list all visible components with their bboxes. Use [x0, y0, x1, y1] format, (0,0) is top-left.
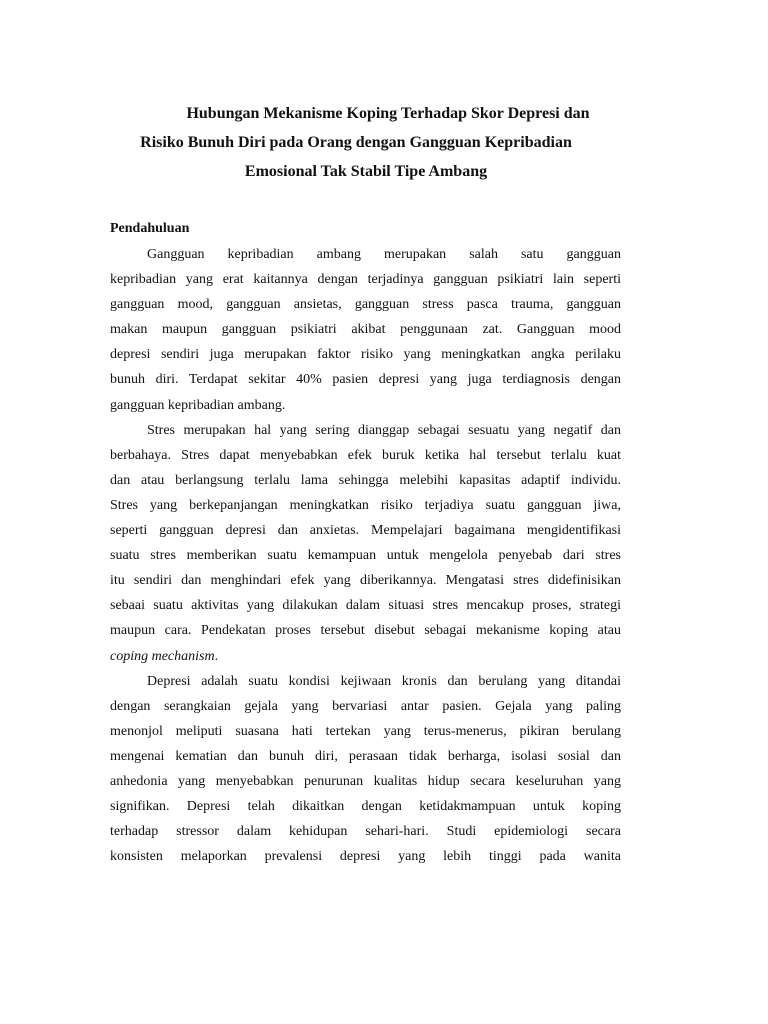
text-line: terhadap stressor dalam kehidupan sehari-hari. Studi epidemiologi secara: [110, 824, 621, 840]
text-line: suatu stres memberikan suatu kemampuan untuk mengelola penyebab dari stres: [110, 548, 621, 564]
text-line: dan atau berlangsung terlalu lama sehingga melebihi kapasitas adaptif individu.: [110, 472, 621, 488]
text-line: gangguan mood, gangguan ansietas, gangguan stress pasca trauma, gangguan: [110, 297, 621, 313]
text-line: menonjol meliputi suasana hati tertekan yang terus-menerus, pikiran berulang: [110, 723, 621, 739]
text-line: anhedonia yang menyebabkan penurunan kualitas hidup secara keseluruhan yang: [110, 773, 621, 789]
paragraph-2: [110, 418, 621, 669]
text-line: depresi sendiri juga merupakan faktor risiko yang meningkatkan angka perilaku: [110, 347, 621, 363]
paragraph-1: [110, 242, 621, 418]
text-line: maupun cara. Pendekatan proses tersebut disebut sebagai mekanisme koping atau: [110, 623, 621, 639]
text-line: mengenai kematian dan bunuh diri, perasaan tidak berharga, isolasi sosial dan: [110, 748, 621, 764]
italic-term: coping mechanism: [110, 648, 215, 664]
title-line: Hubungan Mekanisme Koping Terhadap Skor Depresi dan: [186, 105, 590, 122]
paragraph-3: [110, 669, 621, 870]
text-line: Stres yang berkepanjangan meningkatkan risiko terjadiya suatu gangguan jiwa,: [110, 497, 621, 513]
punctuation: .: [214, 648, 219, 664]
text-line: gangguan kepribadian ambang.: [110, 397, 286, 413]
text-line: makan maupun gangguan psikiatri akibat penggunaan zat. Gangguan mood: [110, 322, 621, 338]
text-line: Depresi adalah suatu kondisi kejiwaan kronis dan berulang yang ditandai: [147, 673, 621, 689]
text-line: signifikan. Depresi telah dikaitkan dengan ketidakmampuan untuk koping: [110, 799, 621, 815]
text-line: sebaai suatu aktivitas yang dilakukan dalam situasi stres mencakup proses, strategi: [110, 598, 621, 614]
text-line: Gangguan kepribadian ambang merupakan salah satu gangguan: [147, 247, 621, 262]
title-line: Emosional Tak Stabil Tipe Ambang: [244, 163, 488, 180]
text-line: berbahaya. Stres dapat menyebabkan efek buruk ketika hal tersebut terlalu kuat: [110, 447, 621, 463]
text-line: bunuh diri. Terdapat sekitar 40% pasien depresi yang juga terdiagnosis dengan: [110, 372, 621, 388]
text-line: itu sendiri dan menghindari efek yang diberikannya. Mengatasi stres didefinisikan: [110, 573, 621, 589]
text-line: seperti gangguan depresi dan anxietas. Mempelajari bagaimana mengidentifikasi: [110, 523, 621, 539]
text-line: [110, 644, 621, 669]
text-line: dengan serangkaian gejala yang bervariasi antar pasien. Gejala yang paling: [110, 698, 621, 714]
document-title: [110, 99, 622, 186]
text-line: konsisten melaporkan prevalensi depresi yang lebih tinggi pada wanita: [110, 849, 621, 865]
text-line: Stres merupakan hal yang sering dianggap sebagai sesuatu yang negatif dan: [147, 422, 621, 438]
section-heading: Pendahuluan: [110, 221, 190, 236]
text-line: kepribadian yang erat kaitannya dengan terjadinya gangguan psikiatri lain seperti: [110, 272, 621, 288]
body-text: [110, 242, 621, 869]
title-line: Risiko Bunuh Diri pada Orang dengan Gangguan Kepribadian: [140, 134, 572, 151]
